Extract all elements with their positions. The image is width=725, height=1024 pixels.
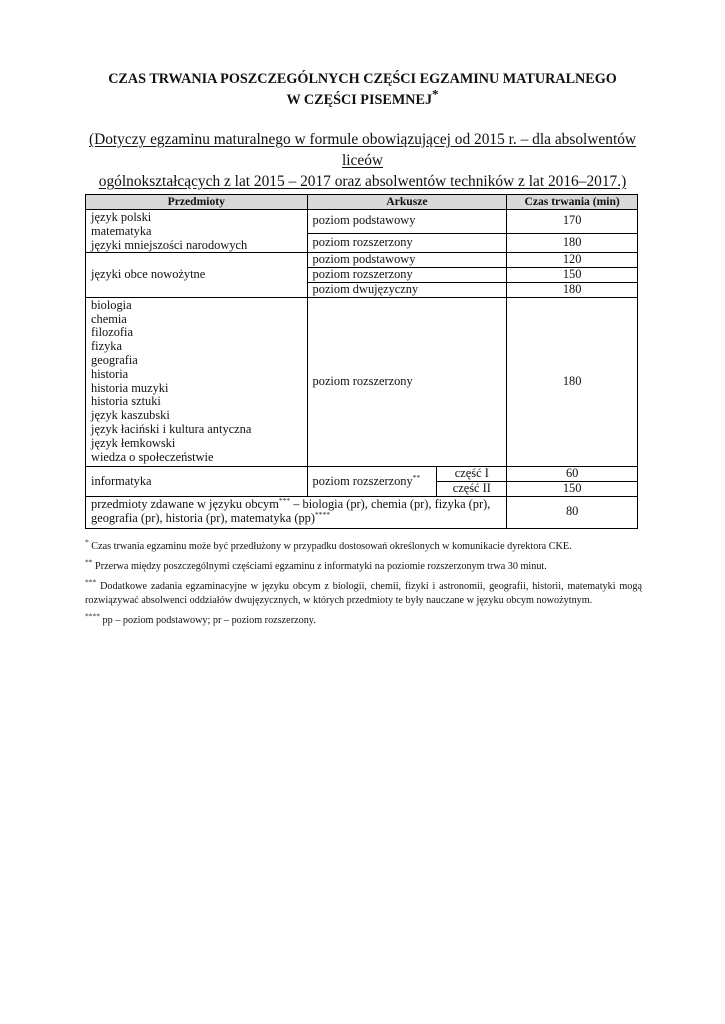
subject-cell-foreign-languages: języki obce nowożytne xyxy=(86,253,308,297)
table-row xyxy=(86,210,638,234)
title-footnote-mark: * xyxy=(432,86,439,102)
footnote xyxy=(85,577,642,607)
footnote-text: Dodatkowe zadania egzaminacyjne w języku obcym z biologii, chemii, fizyki i astronomii, geografii, historii, matematyki mogą rozwiązywać absolwenci oddziałów dwujęzycznych, w których przedmioty te były nauczane w języku obcym nowożytnym. xyxy=(85,581,642,606)
subjects-cell-extended xyxy=(86,297,308,467)
duration-cell: 120 xyxy=(507,253,638,268)
page-subtitle xyxy=(80,129,645,192)
footnote xyxy=(85,537,642,554)
footnote-text: Czas trwania egzaminu może być przedłużony w przypadku dostosowań określonych w komunikacie dyrektora CKE. xyxy=(88,541,572,552)
subject-item: historia sztuki xyxy=(91,394,161,409)
footnote-mark: ** xyxy=(412,472,421,482)
subtitle-line-1: (Dotyczy egzaminu maturalnego w formule obowiązującej od 2015 r. – dla absolwentów liceów xyxy=(88,131,637,169)
subject-cell-informatics: informatyka xyxy=(86,467,308,497)
level-cell: poziom rozszerzony xyxy=(307,297,507,467)
footnote-mark: ** xyxy=(85,557,93,567)
subject-item: historia xyxy=(91,366,129,381)
duration-cell: 60 xyxy=(507,467,638,482)
page-title xyxy=(60,69,665,111)
duration-cell: 180 xyxy=(507,297,638,467)
duration-cell: 150 xyxy=(507,482,638,497)
title-line-1: CZAS TRWANIA POSZCZEGÓLNYCH CZĘŚCI EGZAMINU MATURALNEGO xyxy=(108,71,617,87)
subjects-cell-polish-math xyxy=(86,210,308,253)
header-subjects: Przedmioty xyxy=(86,195,308,210)
title-line-2-text: W CZĘŚCI PISEMNEJ xyxy=(286,92,433,108)
subject-item: geografia xyxy=(91,352,138,367)
subject-item: matematyka xyxy=(91,223,152,238)
part-cell: część I xyxy=(437,467,507,482)
subject-item: języki mniejszości narodowych xyxy=(91,237,248,252)
duration-cell: 180 xyxy=(507,233,638,253)
subject-item: wiedza o społeczeństwie xyxy=(91,449,214,464)
subject-item: biologia xyxy=(91,297,132,312)
footnote xyxy=(85,557,642,574)
table-header-row xyxy=(86,195,638,210)
duration-cell: 150 xyxy=(507,268,638,283)
level-cell: poziom rozszerzony xyxy=(307,268,507,283)
subject-item: język kaszubski xyxy=(91,408,170,423)
subject-text: – biologia (pr), chemia (pr), fizyka (pr), geografia (pr), historia (pr), matematyka (pp) xyxy=(91,496,491,525)
level-cell: poziom podstawowy xyxy=(307,253,507,268)
exam-duration-table xyxy=(85,194,638,529)
table-row xyxy=(86,496,638,528)
title-line-2 xyxy=(60,86,665,111)
footnote-text: Przerwa między poszczególnymi częściami egzaminu z informatyki na poziomie rozszerzonym trwa 30 minut. xyxy=(92,561,547,572)
level-text: poziom rozszerzony xyxy=(312,473,413,488)
subject-item: język łaciński i kultura antyczna xyxy=(91,421,252,436)
footnote-text: pp – poziom podstawowy; pr – poziom rozszerzony. xyxy=(100,614,316,626)
subject-cell-foreign-language-subjects xyxy=(86,496,507,528)
subtitle-line-2: ogólnokształcących z lat 2015 – 2017 oraz absolwentów techników z lat 2016–2017.) xyxy=(98,173,627,190)
header-duration: Czas trwania (min) xyxy=(507,195,638,210)
part-cell: część II xyxy=(437,482,507,497)
subject-item: historia muzyki xyxy=(91,380,169,395)
subject-item: filozofia xyxy=(91,325,133,340)
table-row xyxy=(86,297,638,467)
footnote-mark: *** xyxy=(85,577,97,587)
header-sheets: Arkusze xyxy=(307,195,507,210)
subject-text: przedmioty zdawane w języku obcym xyxy=(91,496,279,511)
level-cell: poziom podstawowy xyxy=(307,210,507,234)
subject-item: język łemkowski xyxy=(91,435,176,450)
level-cell: poziom rozszerzony xyxy=(307,233,507,253)
footnote-mark: * xyxy=(85,537,89,547)
footnote xyxy=(85,611,642,628)
table-row xyxy=(86,467,638,482)
duration-cell: 80 xyxy=(507,496,638,528)
duration-cell: 170 xyxy=(507,210,638,234)
subject-item: język polski xyxy=(91,210,152,224)
footnotes xyxy=(85,537,642,634)
footnote-mark: *** xyxy=(278,495,291,505)
level-cell: poziom dwujęzyczny xyxy=(307,282,507,297)
table-row xyxy=(86,253,638,268)
footnote-mark: **** xyxy=(314,509,330,519)
subject-item: chemia xyxy=(91,311,127,326)
footnote-mark: **** xyxy=(85,611,100,621)
duration-cell: 180 xyxy=(507,282,638,297)
level-cell-informatics xyxy=(307,467,437,497)
subject-item: fizyka xyxy=(91,339,122,354)
